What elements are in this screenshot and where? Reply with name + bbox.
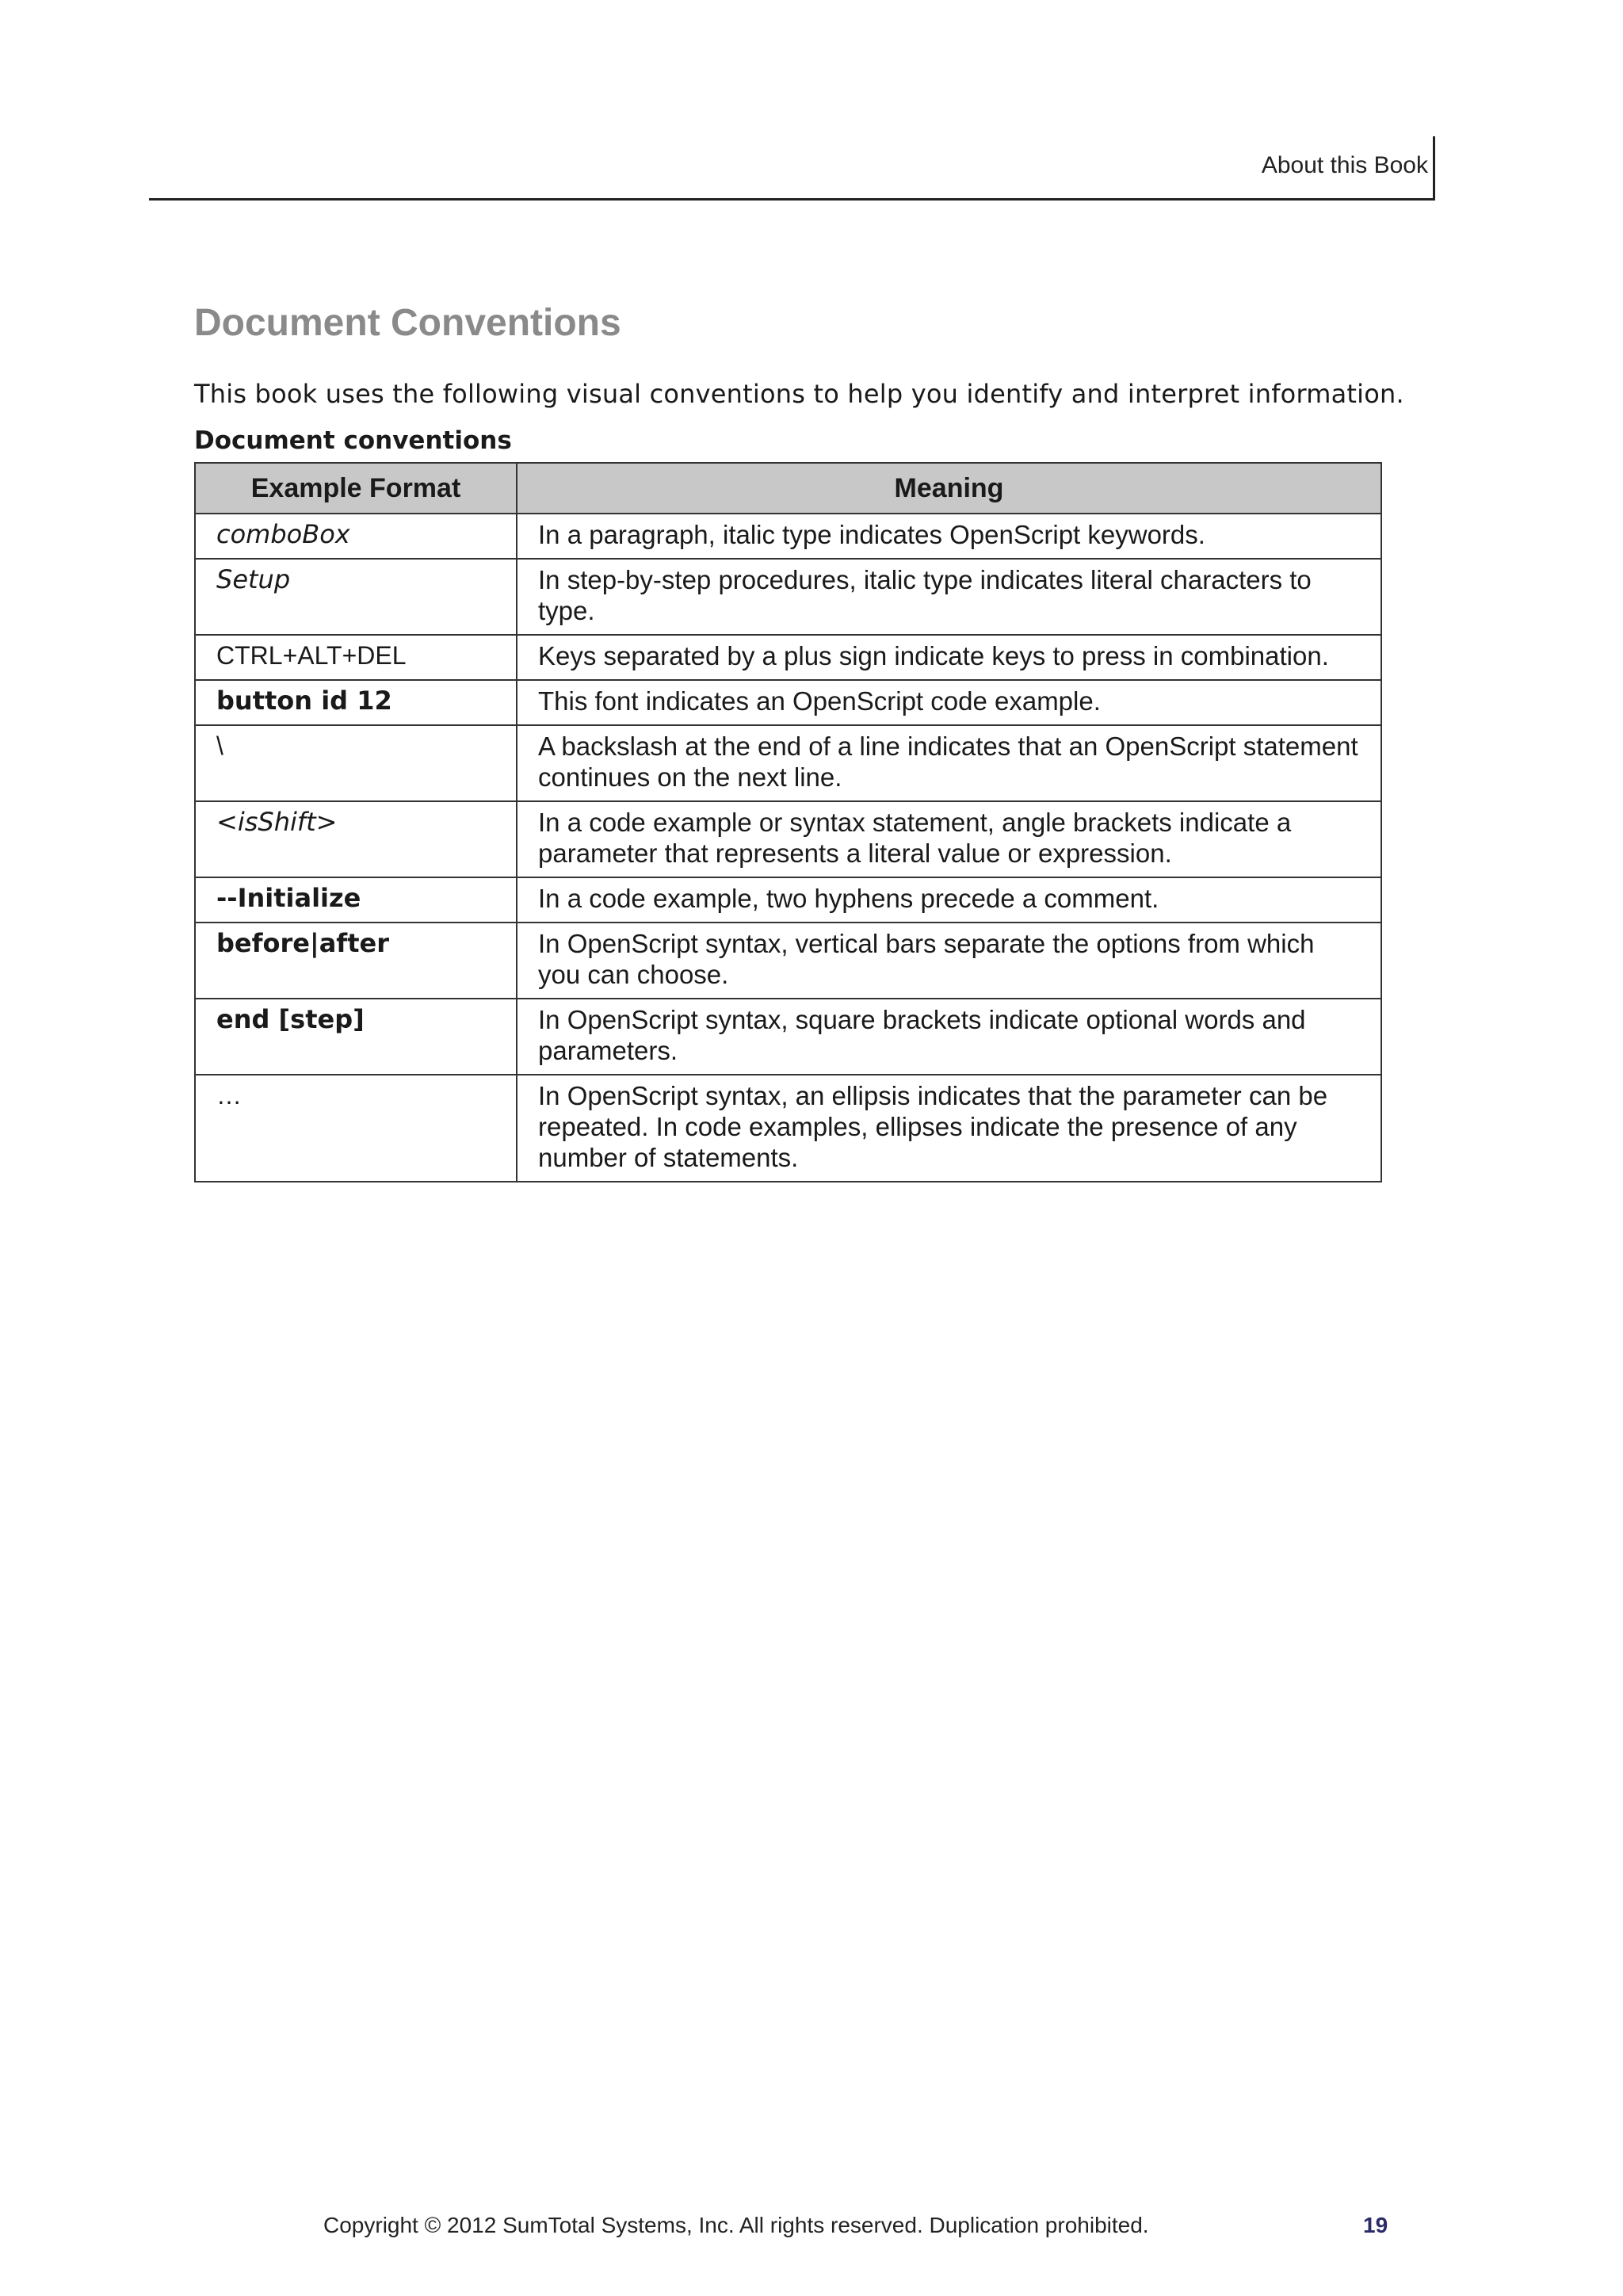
- table-row: [195, 923, 1381, 999]
- meaning-cell: In a paragraph, italic type indicates OpenScript keywords.: [517, 514, 1381, 559]
- intro-paragraph: This book uses the following visual conventions to help you identify and interpret information.: [194, 379, 1404, 409]
- meaning-cell: This font indicates an OpenScript code example.: [517, 680, 1381, 725]
- header-rule: [149, 198, 1434, 201]
- meaning-cell: Keys separated by a plus sign indicate keys to press in combination.: [517, 635, 1381, 680]
- running-header: About this Book: [1261, 152, 1428, 178]
- header-vertical-rule: [1433, 136, 1435, 201]
- example-format-text: CTRL+ALT+DEL: [216, 641, 407, 670]
- meaning-cell: In a code example or syntax statement, angle brackets indicate a parameter that represents a literal value or expression.: [517, 801, 1381, 877]
- table-body: [195, 514, 1381, 1182]
- meaning-cell: In step-by-step procedures, italic type indicates literal characters to type.: [517, 559, 1381, 635]
- example-format-text: \: [216, 732, 223, 760]
- table-row: [195, 514, 1381, 559]
- table-row: [195, 635, 1381, 680]
- table-row: [195, 801, 1381, 877]
- page-number: 19: [1363, 2213, 1388, 2237]
- example-format-cell: [195, 999, 517, 1075]
- page-title: Document Conventions: [194, 302, 621, 344]
- example-format-cell: [195, 877, 517, 923]
- column-header-example-format: Example Format: [195, 463, 517, 514]
- table-row: [195, 877, 1381, 923]
- column-header-meaning: Meaning: [517, 463, 1381, 514]
- meaning-cell: In OpenScript syntax, vertical bars separate the options from which you can choose.: [517, 923, 1381, 999]
- example-format-text: <isShift>: [216, 807, 338, 837]
- table-row: [195, 1075, 1381, 1182]
- example-format-text: button id 12: [216, 686, 392, 716]
- meaning-cell: A backslash at the end of a line indicates that an OpenScript statement continues on the next line.: [517, 725, 1381, 801]
- table-row: [195, 725, 1381, 801]
- footer-copyright: Copyright © 2012 SumTotal Systems, Inc. All rights reserved. Duplication prohibited.: [323, 2213, 1149, 2237]
- conventions-table: [194, 462, 1382, 1182]
- example-format-text: …: [216, 1081, 242, 1110]
- table-row: [195, 559, 1381, 635]
- table-row: [195, 999, 1381, 1075]
- example-format-text: Setup: [216, 564, 291, 594]
- meaning-cell: In OpenScript syntax, square brackets indicate optional words and parameters.: [517, 999, 1381, 1075]
- example-format-text: before|after: [216, 928, 389, 958]
- example-format-text: comboBox: [216, 519, 350, 549]
- meaning-cell: In OpenScript syntax, an ellipsis indicates that the parameter can be repeated. In code examples, ellipses indicate the presence of any number of statements.: [517, 1075, 1381, 1182]
- example-format-cell: [195, 514, 517, 559]
- example-format-cell: [195, 725, 517, 801]
- table-header-row: [195, 463, 1381, 514]
- example-format-cell: [195, 680, 517, 725]
- table-row: [195, 680, 1381, 725]
- example-format-cell: [195, 801, 517, 877]
- example-format-cell: [195, 635, 517, 680]
- example-format-cell: [195, 923, 517, 999]
- table-caption: Document conventions: [194, 426, 512, 455]
- example-format-text: --Initialize: [216, 883, 361, 913]
- example-format-cell: [195, 559, 517, 635]
- example-format-text: end [step]: [216, 1004, 365, 1034]
- example-format-cell: [195, 1075, 517, 1182]
- meaning-cell: In a code example, two hyphens precede a comment.: [517, 877, 1381, 923]
